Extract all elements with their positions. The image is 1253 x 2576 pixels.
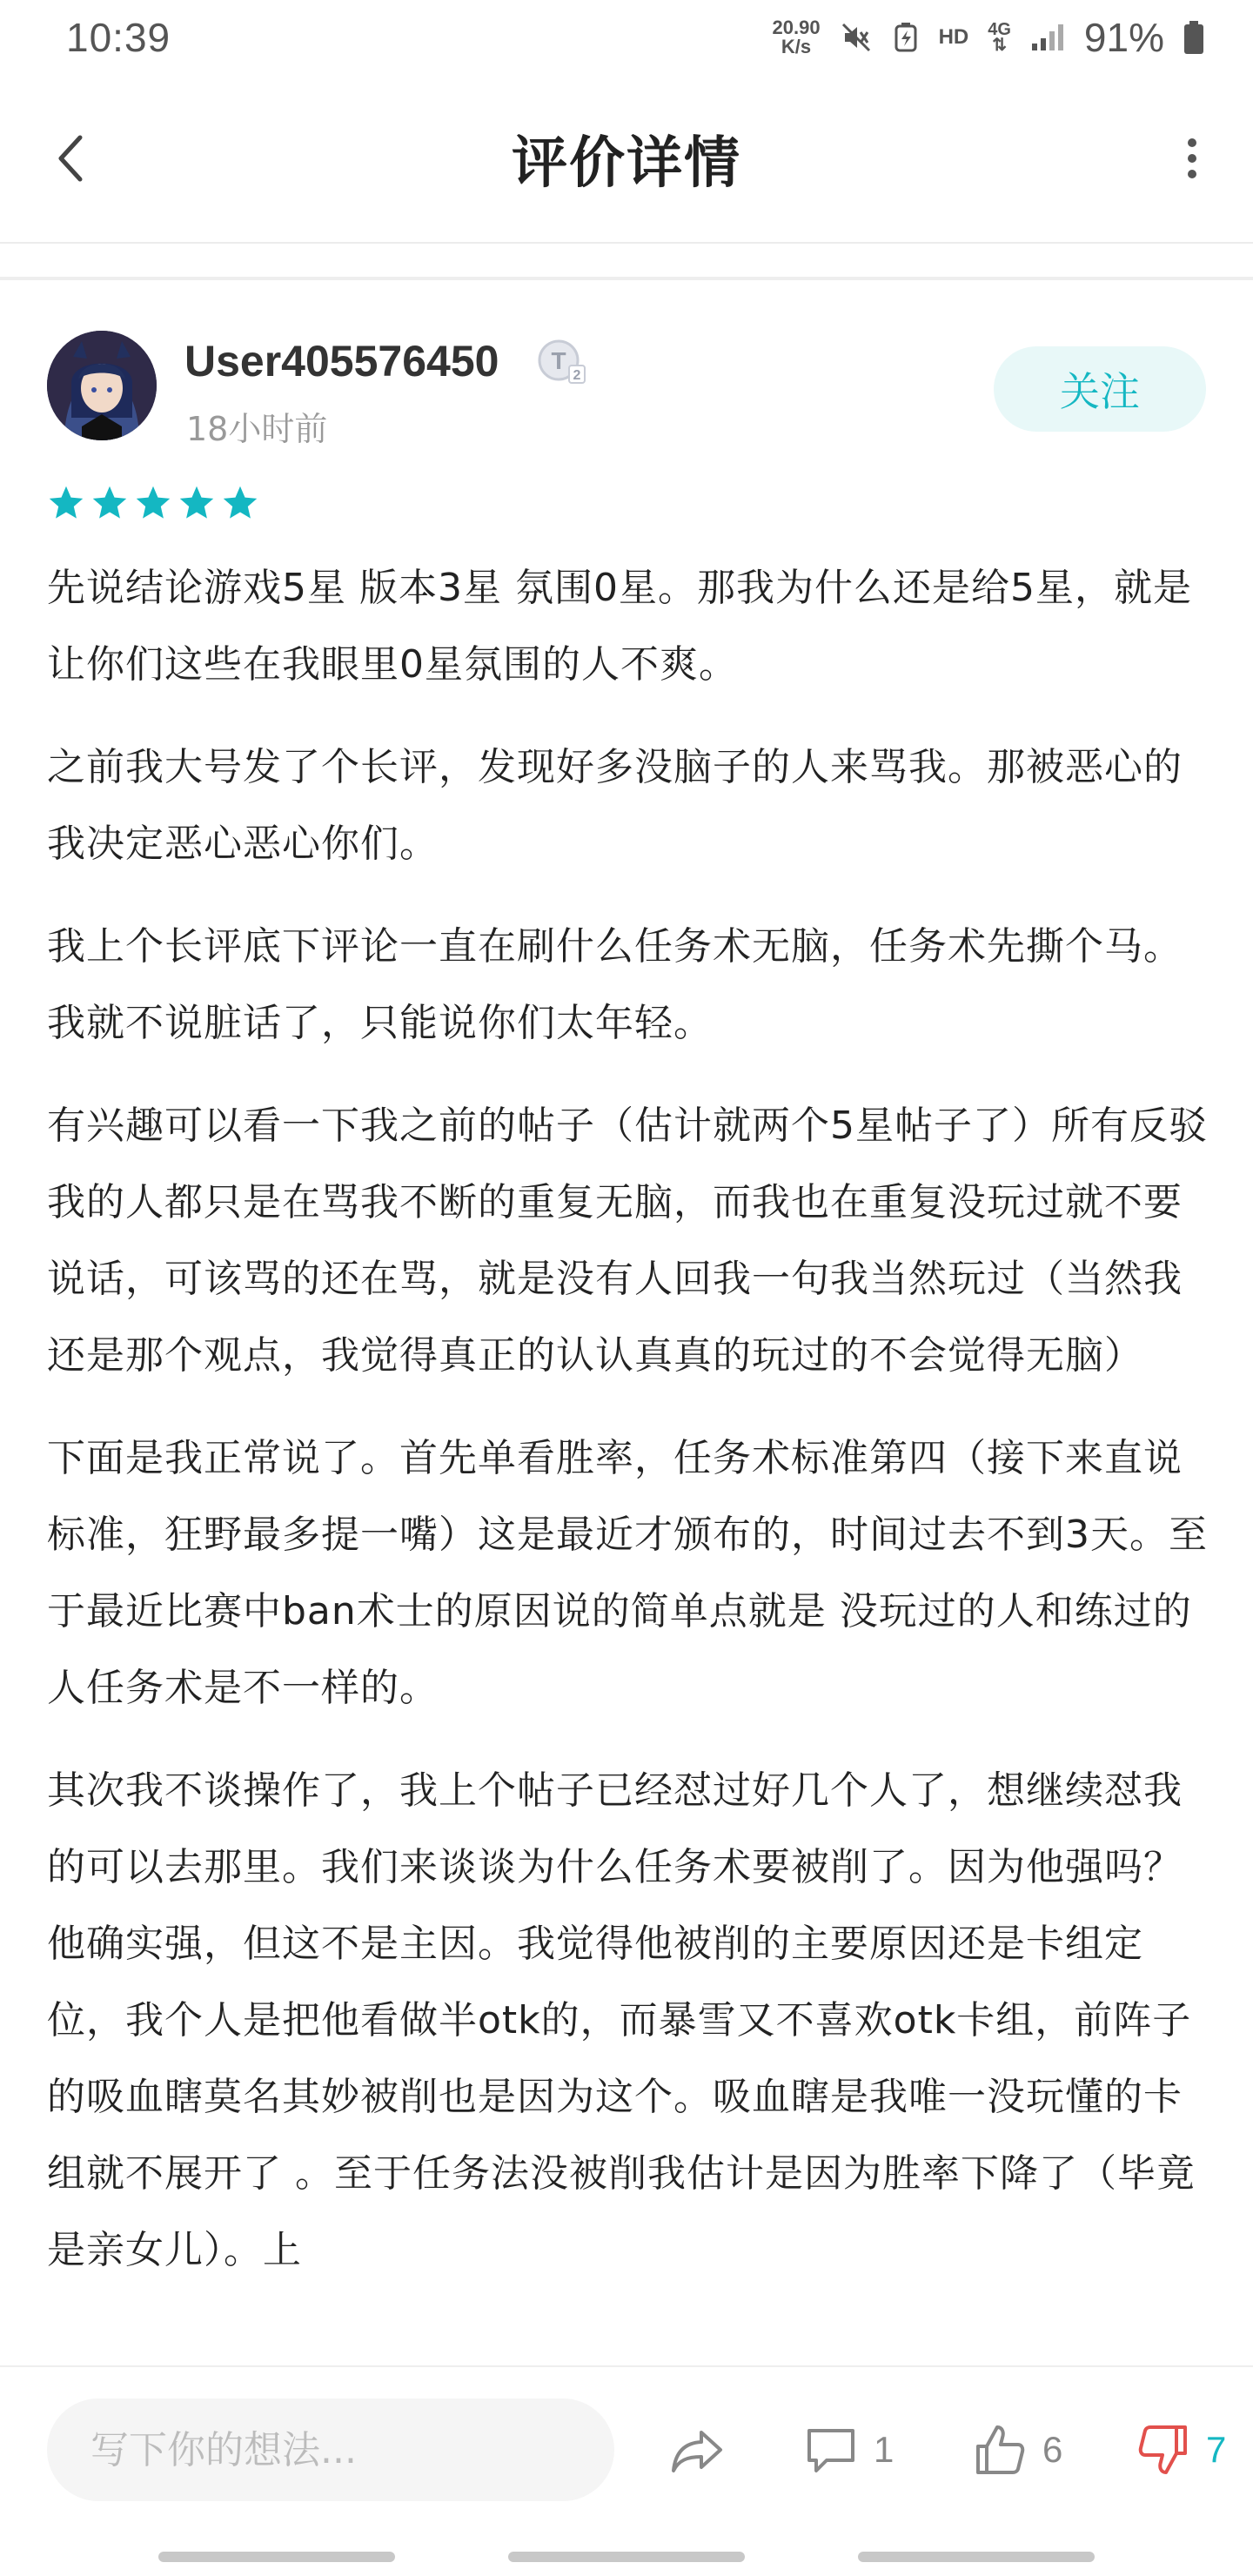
network-speed-unit: K/s	[781, 36, 812, 57]
more-vertical-icon	[1186, 138, 1198, 179]
comment-icon	[804, 2424, 858, 2476]
nav-back-handle[interactable]	[858, 2552, 1095, 2562]
review-time: 18小时前	[186, 410, 328, 448]
thumbs-up-icon	[973, 2424, 1027, 2476]
comment-input[interactable]	[47, 2398, 614, 2501]
review-paragraph: 下面是我正常说了。首先单看胜率，任务术标准第四（接下来直说标准，狂野最多提一嘴）这是最近才颁布的，时间过去不到3天。至于最近比赛中ban术士的原因说的简单点就是 没玩过的人和练过的人任务术是不一样的。	[47, 1436, 1208, 1710]
back-button[interactable]	[44, 124, 96, 193]
mute-icon	[840, 20, 873, 55]
page-title: 评价详情	[512, 131, 741, 196]
like-count: 6	[1042, 2429, 1063, 2470]
system-nav-bar	[0, 2534, 1253, 2576]
battery-percent: 91%	[1083, 15, 1164, 60]
dislike-button[interactable]	[1136, 2412, 1226, 2487]
status-time: 10:39	[66, 15, 171, 60]
comment-button[interactable]	[804, 2412, 894, 2487]
star-icon	[221, 484, 259, 522]
avatar[interactable]	[47, 331, 157, 440]
more-options-button[interactable]	[1157, 124, 1227, 193]
like-button[interactable]	[973, 2412, 1062, 2487]
follow-button[interactable]: 关注	[994, 346, 1206, 432]
comment-count: 1	[874, 2429, 895, 2470]
network-speed-value: 20.90	[772, 17, 821, 38]
section-divider	[0, 277, 1253, 280]
top-app-bar	[0, 75, 1253, 242]
star-icon	[134, 484, 172, 522]
level-badge-icon	[536, 336, 588, 388]
signal-icon	[1030, 20, 1065, 55]
rating-stars	[47, 484, 259, 522]
data-arrows-icon: ⇅	[992, 36, 1007, 55]
hd-indicator: HD	[938, 25, 969, 49]
star-icon	[47, 484, 85, 522]
level-badge-number: 2	[573, 368, 581, 383]
thumbs-down-icon	[1136, 2424, 1190, 2476]
network-speed	[773, 18, 821, 57]
review-body	[47, 550, 1209, 2369]
back-arrow-icon	[54, 132, 85, 184]
network-type-label: 4G	[988, 20, 1011, 39]
battery-icon	[1183, 20, 1204, 55]
star-icon	[90, 484, 129, 522]
review-paragraph: 有兴趣可以看一下我之前的帖子（估计就两个5星帖子了）所有反驳我的人都只是在骂我不断的重复无脑，而我也在重复没玩过就不要说话，可该骂的还在骂，就是没有人回我一句我当然玩过（当然我还是那个观点，我觉得真正的认认真真的玩过的不会觉得无脑）	[47, 1104, 1208, 1378]
review-paragraph: 我上个长评底下评论一直在刷什么任务术无脑，任务术先撕个马。我就不说脏话了，只能说你们太年轻。	[47, 924, 1183, 1045]
review-author	[47, 331, 1206, 448]
share-icon	[668, 2424, 726, 2476]
network-type	[988, 22, 1011, 53]
battery-saver-icon	[892, 20, 920, 55]
review-paragraph: 先说结论游戏5星 版本3星 氛围0星。那我为什么还是给5星，就是让你们这些在我眼里0星氛围的人不爽。	[47, 566, 1192, 687]
user-name[interactable]: User405576450	[184, 337, 499, 386]
dislike-count: 7	[1206, 2429, 1227, 2470]
star-icon	[178, 484, 216, 522]
nav-recents-handle[interactable]	[158, 2552, 395, 2562]
bottom-action-bar	[0, 2365, 1253, 2534]
review-paragraph: 其次我不谈操作了，我上个帖子已经怼过好几个人了，想继续怼我的可以去那里。我们来谈谈为什么任务术要被削了。因为他强吗？他确实强，但这不是主因。我觉得他被削的主要原因还是卡组定位，我个人是把他看做半otk的，而暴雪又不喜欢otk卡组，前阵子的吸血瞎莫名其妙被削也是因为这个。吸血瞎是我唯一没玩懂的卡组就不展开了 。至于任务法没被削我估计是因为胜率下降了（毕竟是亲女儿）。上	[47, 1768, 1196, 2272]
avatar-image	[47, 331, 157, 440]
status-bar	[0, 0, 1253, 75]
nav-home-handle[interactable]	[508, 2552, 745, 2562]
header-divider	[0, 242, 1253, 244]
level-badge-letter: T	[551, 347, 566, 374]
status-icons	[773, 14, 1205, 61]
share-button[interactable]	[668, 2412, 726, 2487]
review-paragraph: 之前我大号发了个长评，发现好多没脑子的人来骂我。那被恶心的我决定恶心恶心你们。	[47, 745, 1183, 866]
